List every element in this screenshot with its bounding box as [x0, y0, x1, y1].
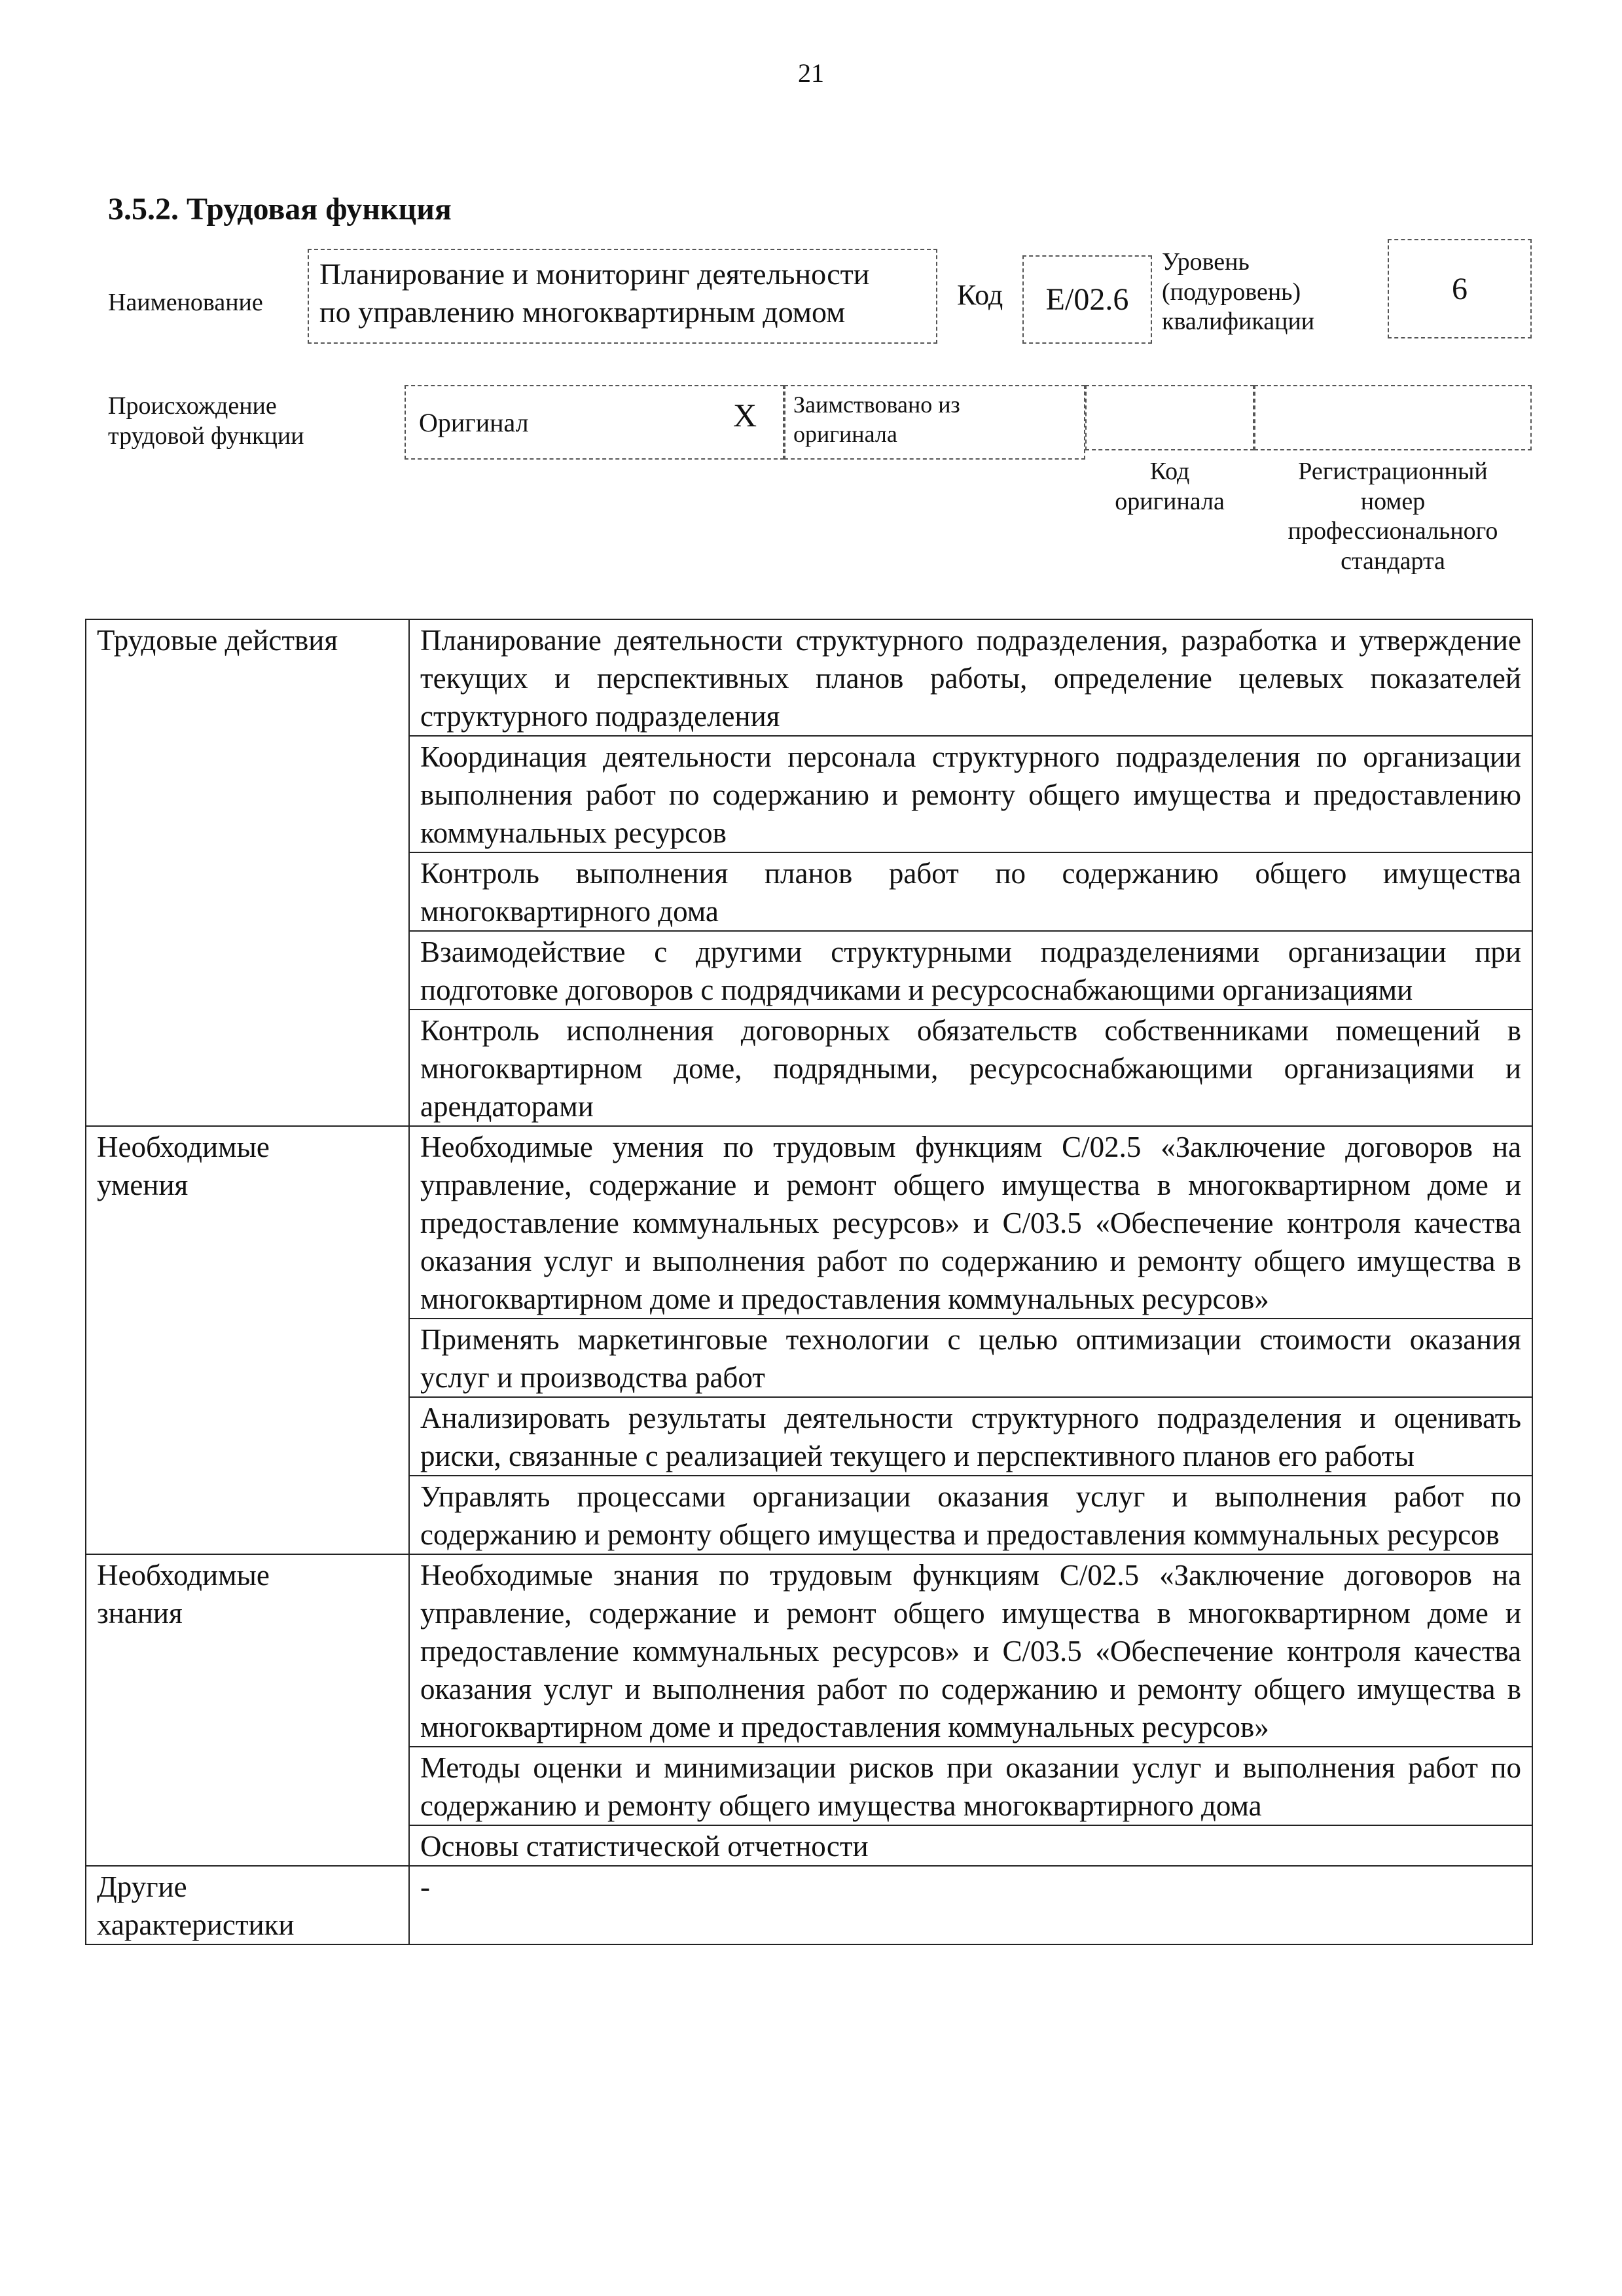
table-row — [86, 619, 1532, 736]
table-row — [86, 1554, 1532, 1747]
level-label-line-3: квалификации — [1162, 308, 1315, 336]
code-label: Код — [957, 279, 1003, 311]
section-title: 3.5.2. Трудовая функция — [108, 192, 452, 227]
knowledge-label-line-2: знания — [97, 1597, 183, 1630]
other-value: - — [409, 1866, 1532, 1944]
action-item: Контроль выполнения планов работ по содержанию общего имущества многоквартирного дома — [409, 852, 1532, 931]
original-label: Оригинал — [419, 407, 529, 437]
knowledge-item: Необходимые знания по трудовым функциям C/02.5 «Заключение договоров на управление, содержание и ремонт общего имущества в многоквартирном доме и предоставление коммунальных ресурсов» и C/03.5 «Обеспечение контроля качества оказания услуг и выполнения работ по содержанию и ремонту общего имущества в многоквартирном доме и предоставления коммунальных ресурсов» — [409, 1554, 1532, 1747]
registration-caption-line-1: Регистрационный — [1298, 458, 1488, 485]
knowledge-label — [86, 1554, 409, 1866]
action-item: Взаимодействие с другими структурными подразделениями организации при подготовке договоров с подрядчиками и ресурсоснабжающими организациями — [409, 931, 1532, 1010]
original-mark: X — [733, 397, 757, 433]
level-label — [1162, 247, 1314, 337]
action-item: Контроль исполнения договорных обязательств собственниками помещений в многоквартирном доме, подрядными, ресурсоснабжающими организациями и арендаторами — [409, 1010, 1532, 1126]
knowledge-item: Основы статистической отчетности — [409, 1825, 1532, 1866]
table-row — [86, 1126, 1532, 1319]
table-row — [86, 1866, 1532, 1944]
original-code-caption-line-2: оригинала — [1115, 487, 1225, 515]
level-label-line-1: Уровень — [1162, 248, 1250, 276]
knowledge-item: Методы оценки и минимизации рисков при оказании услуг и выполнения работ по содержанию и ремонту общего имущества многоквартирного дома — [409, 1747, 1532, 1825]
skills-label-line-2: умения — [97, 1169, 189, 1201]
skill-item: Управлять процессами организации оказания услуг и выполнения работ по содержанию и ремонту общего имущества и предоставления коммунальных ресурсов — [409, 1476, 1532, 1554]
origin-label — [108, 392, 304, 451]
skill-item: Необходимые умения по трудовым функциям C/02.5 «Заключение договоров на управление, содержание и ремонт общего имущества в многоквартирном доме и предоставление коммунальных ресурсов» и C/03.5 «Обеспечение контроля качества оказания услуг и выполнения работ по содержанию и ремонту общего имущества в многоквартирном доме и предоставления коммунальных ресурсов» — [409, 1126, 1532, 1319]
name-label: Наименование — [108, 289, 263, 316]
borrowed-line-1: Заимствовано из — [793, 392, 960, 418]
skills-label-line-1: Необходимые — [97, 1131, 270, 1163]
registration-caption-line-4: стандарта — [1341, 547, 1445, 575]
other-label-line-1: Другие — [97, 1870, 187, 1903]
function-details-table — [85, 619, 1533, 1945]
function-name-line-2: по управлению многоквартирным домом — [319, 295, 846, 329]
function-name-line-1: Планирование и мониторинг деятельности — [319, 257, 870, 291]
registration-caption-line-2: номер — [1360, 487, 1426, 515]
function-name-box — [308, 249, 937, 344]
knowledge-label-line-1: Необходимые — [97, 1559, 270, 1592]
original-code-box — [1085, 385, 1254, 450]
other-label-line-2: характеристики — [97, 1908, 295, 1941]
borrowed-line-2: оригинала — [793, 421, 897, 447]
borrowed-box — [784, 385, 1085, 460]
original-box — [405, 385, 784, 460]
page-number: 21 — [798, 58, 824, 88]
actions-label: Трудовые действия — [86, 619, 409, 1126]
level-box — [1388, 239, 1532, 338]
registration-caption-line-3: профессионального — [1288, 517, 1498, 545]
level-value: 6 — [1452, 271, 1468, 306]
original-code-caption — [1085, 457, 1254, 517]
registration-number-box — [1254, 385, 1532, 450]
skill-item: Анализировать результаты деятельности структурного подразделения и оценивать риски, связанные с реализацией текущего и перспективного планов его работы — [409, 1397, 1532, 1476]
skills-label — [86, 1126, 409, 1554]
other-label — [86, 1866, 409, 1944]
code-box — [1022, 255, 1152, 344]
code-value: E/02.6 — [1045, 282, 1129, 317]
origin-label-line-2: трудовой функции — [108, 422, 304, 450]
original-code-caption-line-1: Код — [1149, 458, 1190, 485]
action-item: Планирование деятельности структурного подразделения, разработка и утверждение текущих и перспективных планов работы, определение целевых показателей структурного подразделения — [409, 619, 1532, 736]
level-label-line-2: (подуровень) — [1162, 278, 1301, 306]
skill-item: Применять маркетинговые технологии с целью оптимизации стоимости оказания услуг и производства работ — [409, 1319, 1532, 1397]
registration-caption — [1254, 457, 1532, 576]
action-item: Координация деятельности персонала структурного подразделения по организации выполнения работ по содержанию и ремонту общего имущества и предоставлению коммунальных ресурсов — [409, 736, 1532, 852]
origin-label-line-1: Происхождение — [108, 392, 277, 420]
